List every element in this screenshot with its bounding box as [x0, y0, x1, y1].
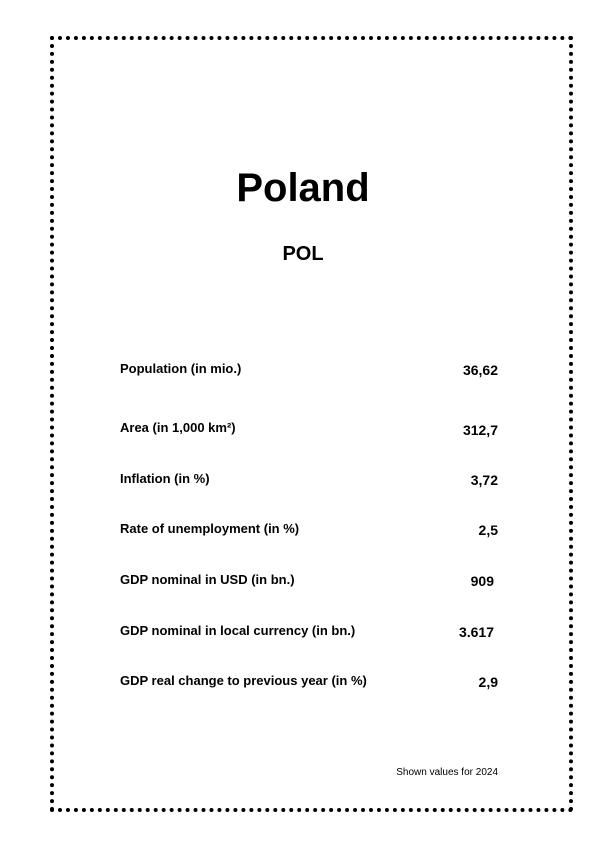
gdp-usd-label: GDP nominal in USD (in bn.)	[120, 572, 295, 587]
inflation-label: Inflation (in %)	[120, 471, 210, 486]
gdp-local-label: GDP nominal in local currency (in bn.)	[120, 623, 356, 638]
footnote-year: Shown values for 2024	[396, 767, 498, 778]
area-label: Area (in 1,000 km²)	[120, 420, 236, 435]
gdp-real-change-label: GDP real change to previous year (in %)	[120, 673, 367, 688]
population-label: Population (in mio.)	[120, 361, 242, 376]
unemployment-label: Rate of unemployment (in %)	[120, 521, 300, 536]
inflation-value: 3,72	[470, 472, 498, 488]
gdp-real-change-value: 2,9	[478, 674, 498, 690]
area-value: 312,7	[462, 422, 498, 438]
gdp-usd-value: 909	[470, 573, 494, 589]
country-code: POL	[282, 243, 324, 265]
population-value: 36,62	[462, 362, 498, 378]
country-name: Poland	[236, 166, 370, 210]
unemployment-value: 2,5	[478, 522, 498, 538]
gdp-local-value: 3.617	[458, 624, 494, 640]
